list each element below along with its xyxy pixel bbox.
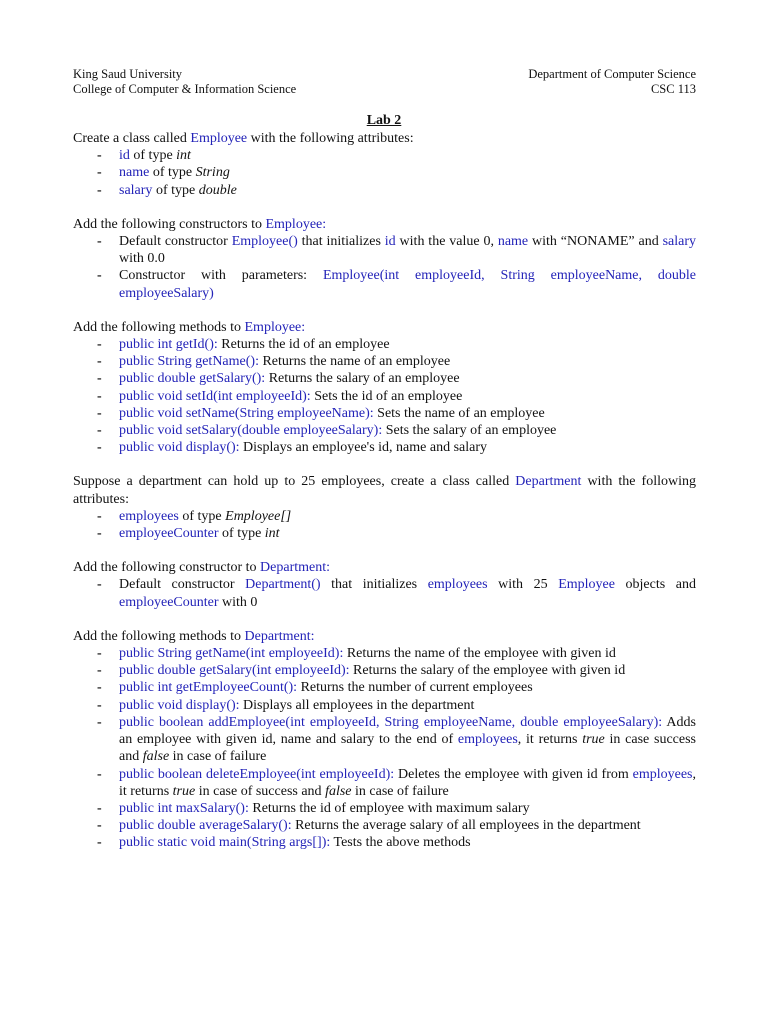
- section-intro: [73, 319, 696, 336]
- type-name: true: [172, 783, 196, 799]
- code-term: employees: [457, 732, 518, 748]
- code-term: Department:: [260, 560, 331, 576]
- code-term: public void display():: [119, 440, 240, 456]
- list-item: [73, 714, 696, 766]
- university-name: King Saud University: [73, 67, 183, 81]
- list-item: [73, 645, 696, 662]
- code-term: Employee: [558, 577, 615, 593]
- code-term: salary: [662, 234, 696, 250]
- type-name: Employee[]: [225, 508, 292, 524]
- text-run: Returns the average salary of all employees in the department: [291, 818, 641, 834]
- code-term: public int getId():: [119, 337, 218, 353]
- code-term: name: [497, 234, 529, 250]
- list-item: [73, 405, 696, 422]
- text-run: Returns the salary of an employee: [265, 371, 460, 387]
- list-item: [73, 679, 696, 696]
- section-gap: [73, 611, 696, 628]
- list-item: [73, 422, 696, 439]
- text-run: with the following attributes:: [247, 131, 414, 146]
- list-item: [73, 525, 696, 542]
- text-run: in case of failure: [169, 749, 267, 765]
- list-item: [73, 697, 696, 714]
- code-term: Department: [515, 474, 582, 490]
- header-row-2: [73, 82, 696, 97]
- text-run: Add the following constructor to: [73, 560, 261, 576]
- lab-content: [73, 130, 696, 852]
- college-name: College of Computer & Information Science: [73, 82, 297, 96]
- code-term: public int maxSalary():: [119, 800, 249, 816]
- document-title: Lab 2: [366, 113, 402, 128]
- code-term: public void setId(int employeeId):: [119, 388, 311, 404]
- department-name: Department of Computer Science: [528, 67, 696, 81]
- code-term: public static void main(String args[]):: [119, 835, 331, 851]
- bullet-list: [73, 645, 696, 851]
- code-term: public String getName(int employeeId):: [119, 646, 344, 662]
- bullet-list: [73, 233, 696, 302]
- list-item: [73, 336, 696, 353]
- code-term: public void setSalary(double employeeSalary):: [119, 423, 383, 439]
- code-term: Department:: [244, 628, 315, 644]
- course-code: CSC 113: [650, 82, 696, 96]
- list-item: [73, 388, 696, 405]
- code-term: Department(): [245, 577, 321, 593]
- section-gap: [73, 302, 696, 319]
- text-run: Returns the number of current employees: [297, 680, 533, 696]
- text-run: Displays all employees in the department: [239, 697, 475, 713]
- type-name: int: [176, 148, 191, 164]
- text-run: Returns the name of an employee: [258, 354, 451, 370]
- list-item: [73, 353, 696, 370]
- text-run: Sets the salary of an employee: [382, 423, 557, 439]
- bullet-list: [73, 576, 696, 610]
- text-run: Suppose a department can hold up to 25 employees, create a class called: [73, 474, 516, 490]
- list-item: [73, 508, 696, 525]
- section-intro: [73, 130, 696, 147]
- code-term: Employee: [190, 131, 248, 146]
- section-intro: [73, 559, 696, 576]
- code-term: employees: [632, 766, 693, 782]
- text-run: , it returns: [119, 766, 696, 799]
- code-term: public double getSalary(int employeeId):: [119, 663, 350, 679]
- text-run: Adds an employee with given id, name and salary to the end of: [119, 714, 696, 748]
- text-run: with the value 0,: [395, 234, 498, 250]
- code-term: Employee:: [244, 319, 306, 335]
- code-term: public void display():: [119, 697, 240, 713]
- text-run: in case of success and: [195, 783, 326, 799]
- code-term: public double averageSalary():: [119, 818, 292, 834]
- text-run: Default constructor: [119, 234, 232, 250]
- code-term: public boolean deleteEmployee(int employeeId):: [119, 766, 395, 782]
- text-run: Create a class called: [73, 131, 191, 146]
- text-run: Returns the id of employee with maximum salary: [248, 800, 530, 816]
- text-run: of type: [129, 148, 177, 164]
- text-run: Add the following methods to: [73, 628, 245, 644]
- list-item: [73, 439, 696, 456]
- list-item: [73, 147, 696, 164]
- text-run: Deletes the employee with given id from: [394, 766, 633, 782]
- section-intro: [73, 628, 696, 645]
- text-run: of type: [149, 165, 196, 181]
- list-item: [73, 182, 696, 199]
- text-run: Add the following methods to: [73, 319, 245, 335]
- text-run: Sets the name of an employee: [373, 405, 545, 421]
- code-term: Employee(): [231, 234, 298, 250]
- text-run: objects and: [614, 577, 696, 593]
- text-run: of type: [218, 526, 265, 542]
- page-header: [73, 67, 696, 97]
- list-item: [73, 164, 696, 181]
- text-run: Default constructor: [119, 577, 246, 593]
- list-item: [73, 662, 696, 679]
- code-term: public int getEmployeeCount():: [119, 680, 298, 696]
- type-name: true: [582, 732, 605, 748]
- type-name: false: [142, 749, 170, 765]
- type-name: String: [195, 165, 230, 181]
- code-term: public void setName(String employeeName):: [119, 405, 374, 421]
- list-item: [73, 233, 696, 267]
- code-term: Employee:: [265, 216, 327, 232]
- type-name: int: [264, 526, 280, 542]
- list-item: [73, 800, 696, 817]
- text-run: in case success and: [119, 732, 696, 765]
- section-intro: [73, 216, 696, 233]
- section-gap: [73, 542, 696, 559]
- list-item: [73, 370, 696, 387]
- list-item: [73, 576, 696, 610]
- type-name: false: [325, 783, 352, 799]
- code-term: public boolean addEmployee(int employeeId, String employeeName, double employeeSalary):: [119, 714, 663, 730]
- code-term: name: [119, 165, 150, 181]
- text-run: Add the following constructors to: [73, 216, 266, 232]
- text-run: with 0: [218, 594, 258, 610]
- section-gap: [73, 199, 696, 216]
- text-run: of type: [178, 508, 226, 524]
- text-run: Displays an employee's id, name and salary: [239, 440, 488, 456]
- bullet-list: [73, 508, 696, 542]
- code-term: employeeCounter: [119, 594, 219, 610]
- list-item: [73, 834, 696, 851]
- text-run: Constructor with parameters:: [119, 268, 323, 284]
- section-gap: [73, 456, 696, 473]
- text-run: that initializes: [320, 577, 428, 593]
- type-name: double: [198, 182, 237, 198]
- text-run: Sets the id of an employee: [310, 388, 463, 404]
- text-run: with the following attributes:: [73, 474, 696, 507]
- section-intro: [73, 473, 696, 507]
- code-term: employees: [427, 577, 488, 593]
- text-run: with 25: [487, 577, 559, 593]
- list-item: [73, 267, 696, 301]
- code-term: id: [119, 148, 130, 164]
- text-run: Returns the salary of the employee with given id: [349, 663, 626, 679]
- code-term: public double getSalary():: [119, 371, 266, 387]
- text-run: Tests the above methods: [330, 835, 471, 851]
- text-run: , it returns: [517, 732, 583, 748]
- text-run: in case of failure: [351, 783, 449, 799]
- text-run: of type: [152, 182, 199, 198]
- bullet-list: [73, 147, 696, 199]
- text-run: Returns the name of the employee with given id: [343, 646, 616, 662]
- list-item: [73, 817, 696, 834]
- code-term: id: [384, 234, 396, 250]
- bullet-list: [73, 336, 696, 456]
- header-row-1: [73, 67, 696, 82]
- code-term: employeeCounter: [119, 526, 219, 542]
- code-term: public String getName():: [119, 354, 259, 370]
- text-run: Returns the id of an employee: [217, 337, 390, 353]
- code-term: employees: [119, 508, 179, 524]
- list-item: [73, 766, 696, 800]
- text-run: that initializes: [297, 234, 385, 250]
- code-term: Employee(int employeeId, String employeeName, double employeeSalary): [119, 268, 696, 301]
- text-run: with “NONAME” and: [528, 234, 663, 250]
- text-run: with 0.0: [119, 251, 165, 267]
- code-term: salary: [119, 182, 153, 198]
